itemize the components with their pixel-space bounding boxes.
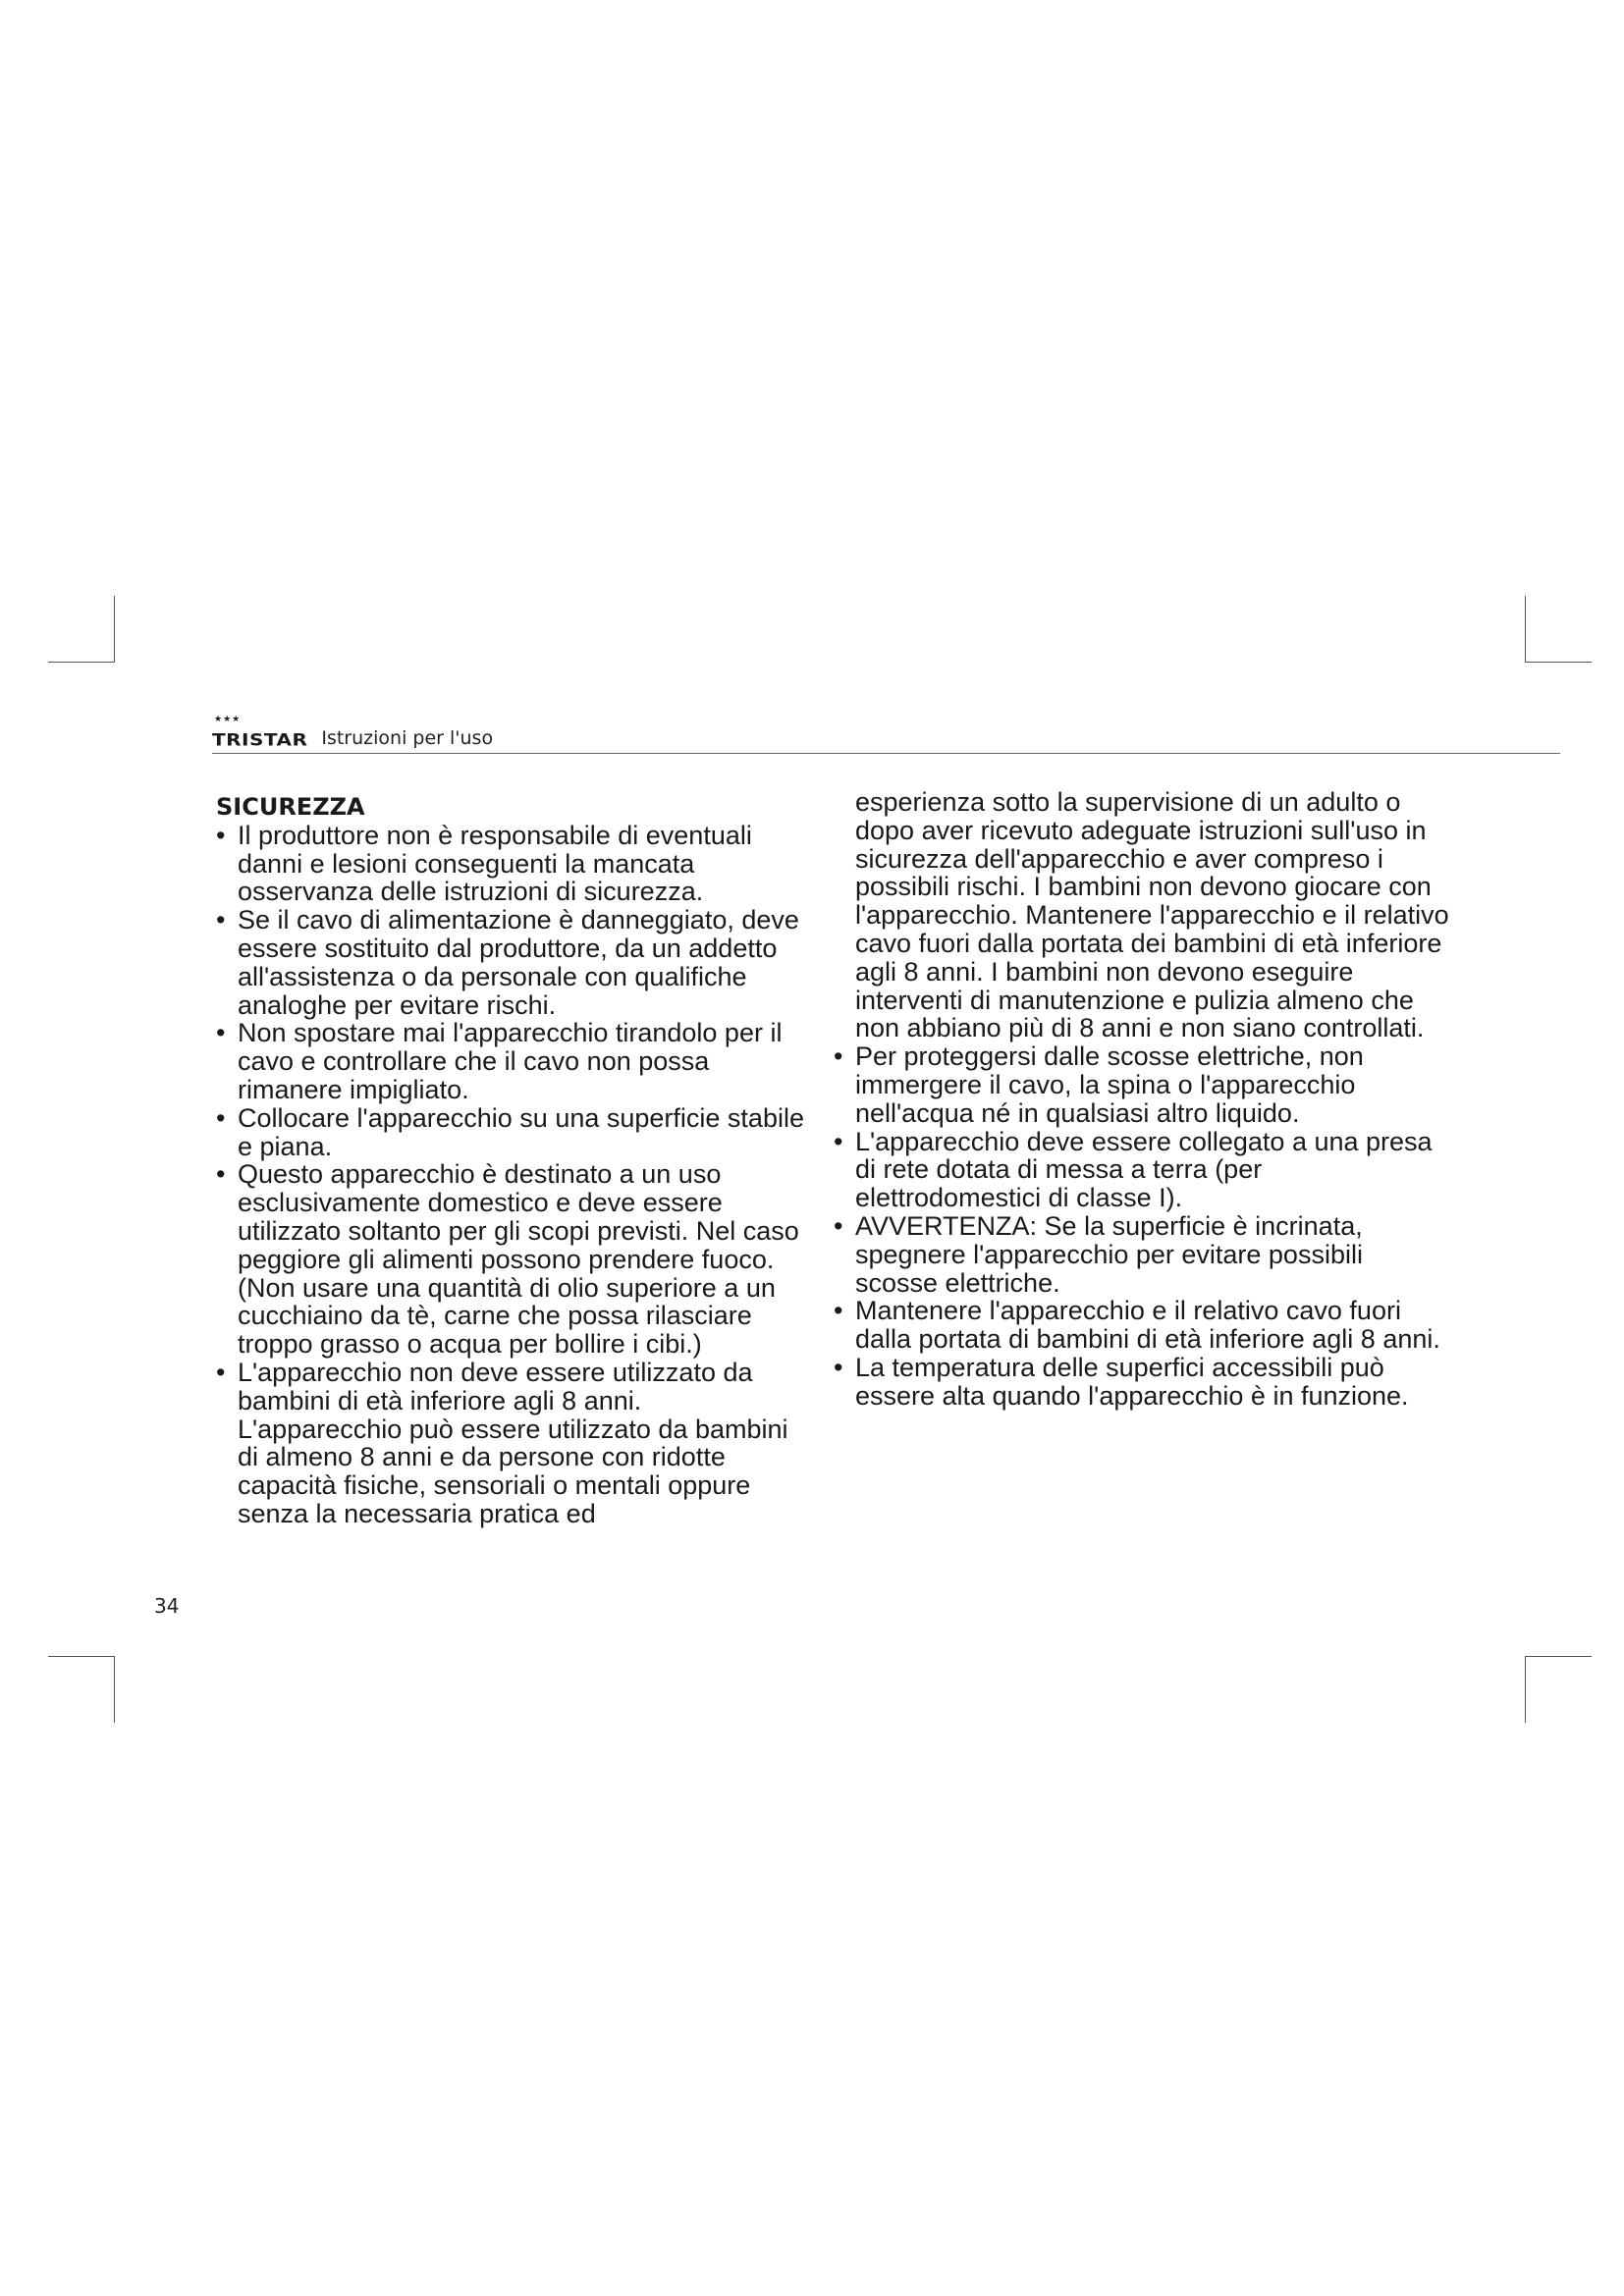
list-item: • Se il cavo di alimentazione è danneggiato, deve essere sostituito dal produttore, da un addetto all'assistenza o da personale con qualifiche analoghe per evitare rischi. (216, 906, 805, 1019)
crop-mark-bottom-right-horizontal (1525, 1656, 1592, 1657)
page-header (212, 711, 493, 750)
crop-mark-bottom-left-vertical (114, 1656, 115, 1723)
crop-mark-bottom-left-horizontal (48, 1656, 115, 1657)
right-column (834, 788, 1452, 1411)
list-item: • L'apparecchio deve essere collegato a una presa di rete dotata di messa a terra (per elettrodomestici di classe I). (834, 1128, 1452, 1212)
safety-list-right (834, 1042, 1452, 1410)
list-item: • La temperatura delle superfici accessibili può essere alta quando l'apparecchio è in funzione. (834, 1354, 1452, 1411)
logo-stars-icon: ★★★ (214, 715, 242, 724)
header-divider (212, 753, 1560, 754)
brand-logo (212, 715, 308, 750)
list-item: • AVVERTENZA: Se la superficie è incrinata, spegnere l'apparecchio per evitare possibili scosse elettriche. (834, 1212, 1452, 1297)
continued-paragraph: esperienza sotto la supervisione di un adulto o dopo aver ricevuto adeguate istruzioni sull'uso in sicurezza dell'apparecchio e aver compreso i possibili rischi. I bambini non devono giocare con l'apparecchio. Mantenere l'apparecchio e il relativo cavo fuori dalla portata dei bambini di età inferiore agli 8 anni. I bambini non devono eseguire interventi di manutenzione e pulizia almeno che non abbiano più di 8 anni e non siano controllati. (855, 787, 1449, 1043)
list-item: • Non spostare mai l'apparecchio tirandolo per il cavo e controllare che il cavo non possa rimanere impigliato. (216, 1019, 805, 1103)
page-number: 34 (154, 1594, 180, 1618)
list-item: • Mantenere l'apparecchio e il relativo cavo fuori dalla portata di bambini di età inferiore agli 8 anni. (834, 1297, 1452, 1354)
document-title: Istruzioni per l'uso (321, 727, 494, 749)
list-item: • Il produttore non è responsabile di eventuali danni e lesioni conseguenti la mancata osservanza delle istruzioni di sicurezza. (216, 822, 805, 906)
crop-mark-top-right-horizontal (1525, 662, 1592, 663)
crop-mark-bottom-right-vertical (1525, 1656, 1526, 1723)
list-item: • Collocare l'apparecchio su una superficie stabile e piana. (216, 1104, 805, 1161)
crop-mark-top-left-horizontal (48, 662, 115, 663)
list-item: • Questo apparecchio è destinato a un uso esclusivamente domestico e deve essere utilizzato soltanto per gli scopi previsti. Nel caso peggiore gli alimenti possono prendere fuoco. (Non usare una quantità di olio superiore a un cucchiaino da tè, carne che possa rilasciare troppo grasso o acqua per bollire i cibi.) (216, 1160, 805, 1359)
crop-mark-top-right-vertical (1525, 596, 1526, 663)
section-title: SICUREZZA (216, 793, 365, 821)
list-item: • Per proteggersi dalle scosse elettriche, non immergere il cavo, la spina o l'apparecchio nell'acqua né in qualsiasi altro liquido. (834, 1042, 1452, 1127)
crop-mark-top-left-vertical (114, 596, 115, 663)
left-column (216, 793, 805, 1528)
list-item: • L'apparecchio non deve essere utilizzato da bambini di età inferiore agli 8 anni. L'apparecchio può essere utilizzato da bambini di almeno 8 anni e da persone con ridotte capacità fisiche, sensoriali o mentali oppure senza la necessaria pratica ed (216, 1359, 805, 1528)
safety-list-left (216, 822, 805, 1528)
logo-wordmark: TRISTAR (212, 729, 308, 750)
